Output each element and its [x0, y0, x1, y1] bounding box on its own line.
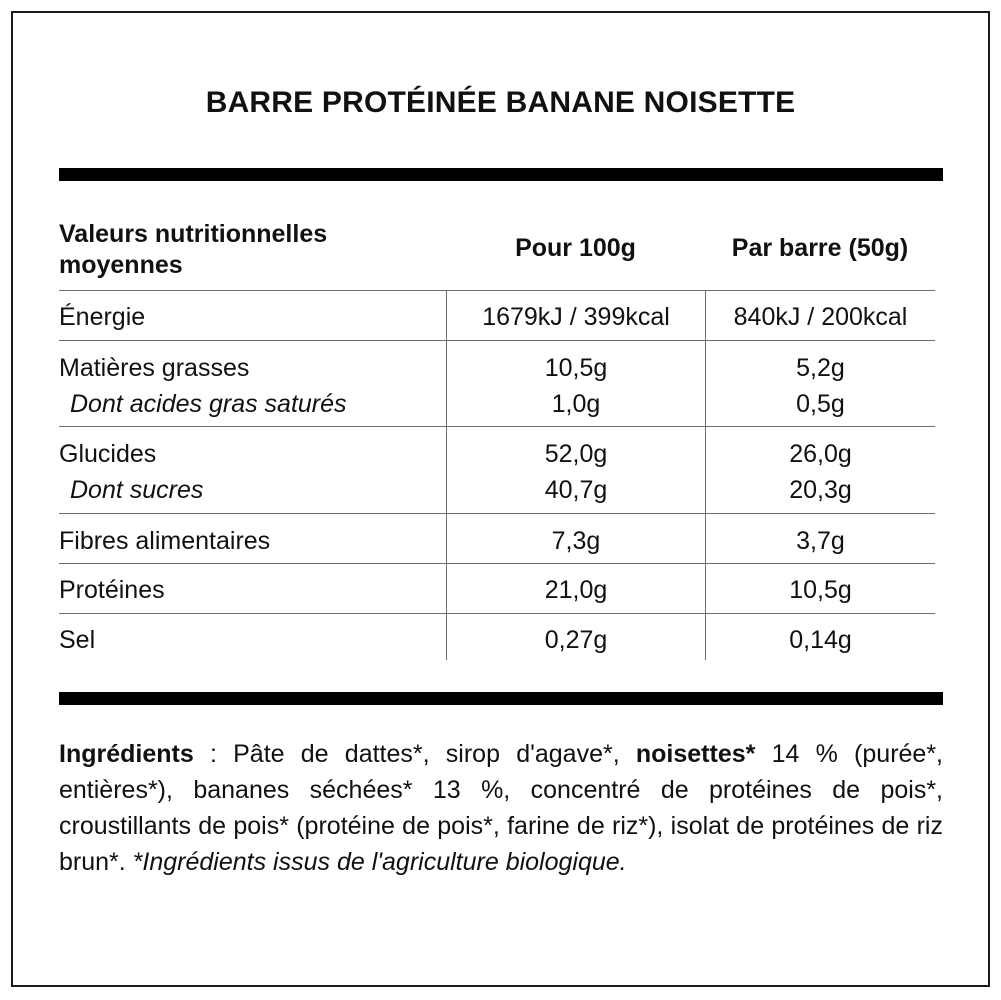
- table-header: [59, 211, 935, 291]
- sub-row-label: Dont acides gras saturés: [70, 390, 347, 418]
- ingredients-organic-note: *Ingrédients issus de l'agriculture biologique.: [132, 848, 627, 876]
- row-label: Protéines: [59, 576, 165, 604]
- value-per-bar: 0,14g: [789, 626, 852, 654]
- sub-value-per-100g: 1,0g: [551, 390, 601, 418]
- header-label: [59, 219, 439, 281]
- top-divider: [59, 168, 943, 181]
- row-energie: [59, 291, 935, 341]
- sub-row-label: Dont sucres: [70, 476, 204, 504]
- ingredients-paragraph: [59, 736, 943, 880]
- ingredients-label: Ingrédients: [59, 740, 194, 768]
- row-sel: [59, 614, 935, 660]
- value-per-bar: 5,2g: [796, 354, 845, 382]
- row-glucides: [59, 427, 935, 514]
- value-per-100g: 21,0g: [544, 576, 608, 604]
- header-per-bar: Par barre (50g): [731, 234, 909, 262]
- row-label: Fibres alimentaires: [59, 527, 271, 555]
- sub-value-per-bar: 0,5g: [796, 390, 845, 418]
- row-label: Énergie: [59, 303, 146, 331]
- value-per-bar: 3,7g: [796, 527, 845, 555]
- row-label: Glucides: [59, 440, 157, 468]
- row-label: Matières grasses: [59, 354, 250, 382]
- header-per-100g: Pour 100g: [515, 234, 636, 262]
- sub-value-per-bar: 20,3g: [789, 476, 852, 504]
- row-matieres-grasses: [59, 341, 935, 427]
- value-per-100g: 1679kJ / 399kcal: [482, 303, 670, 331]
- value-per-100g: 52,0g: [544, 440, 608, 468]
- header-label-line2: moyennes: [59, 251, 183, 279]
- header-label-line1: Valeurs nutritionnelles: [59, 220, 328, 248]
- value-per-100g: 7,3g: [551, 527, 601, 555]
- ingredients-text-1: : Pâte de dattes*, sirop d'agave*,: [193, 740, 636, 768]
- value-per-100g: 0,27g: [544, 626, 608, 654]
- product-title: BARRE PROTÉINÉE BANANE NOISETTE: [205, 86, 796, 119]
- value-per-bar: 26,0g: [789, 440, 852, 468]
- nutrition-table: [59, 211, 935, 660]
- value-per-bar: 10,5g: [789, 576, 852, 604]
- row-label: Sel: [59, 626, 96, 654]
- bottom-divider: [59, 692, 943, 705]
- ingredients-highlight: noisettes*: [635, 740, 756, 768]
- ingredients-text-2: 14 % (purée*, entières*), bananes séchées* 13 %, concentré de protéines de pois*, croustillants de pois* (protéine de pois*, farine de riz*), isolat de protéines de riz brun*.: [59, 740, 944, 876]
- row-proteines: [59, 564, 935, 614]
- value-per-100g: 10,5g: [544, 354, 608, 382]
- value-per-bar: 840kJ / 200kcal: [733, 303, 908, 331]
- sub-value-per-100g: 40,7g: [544, 476, 608, 504]
- row-fibres: [59, 514, 935, 564]
